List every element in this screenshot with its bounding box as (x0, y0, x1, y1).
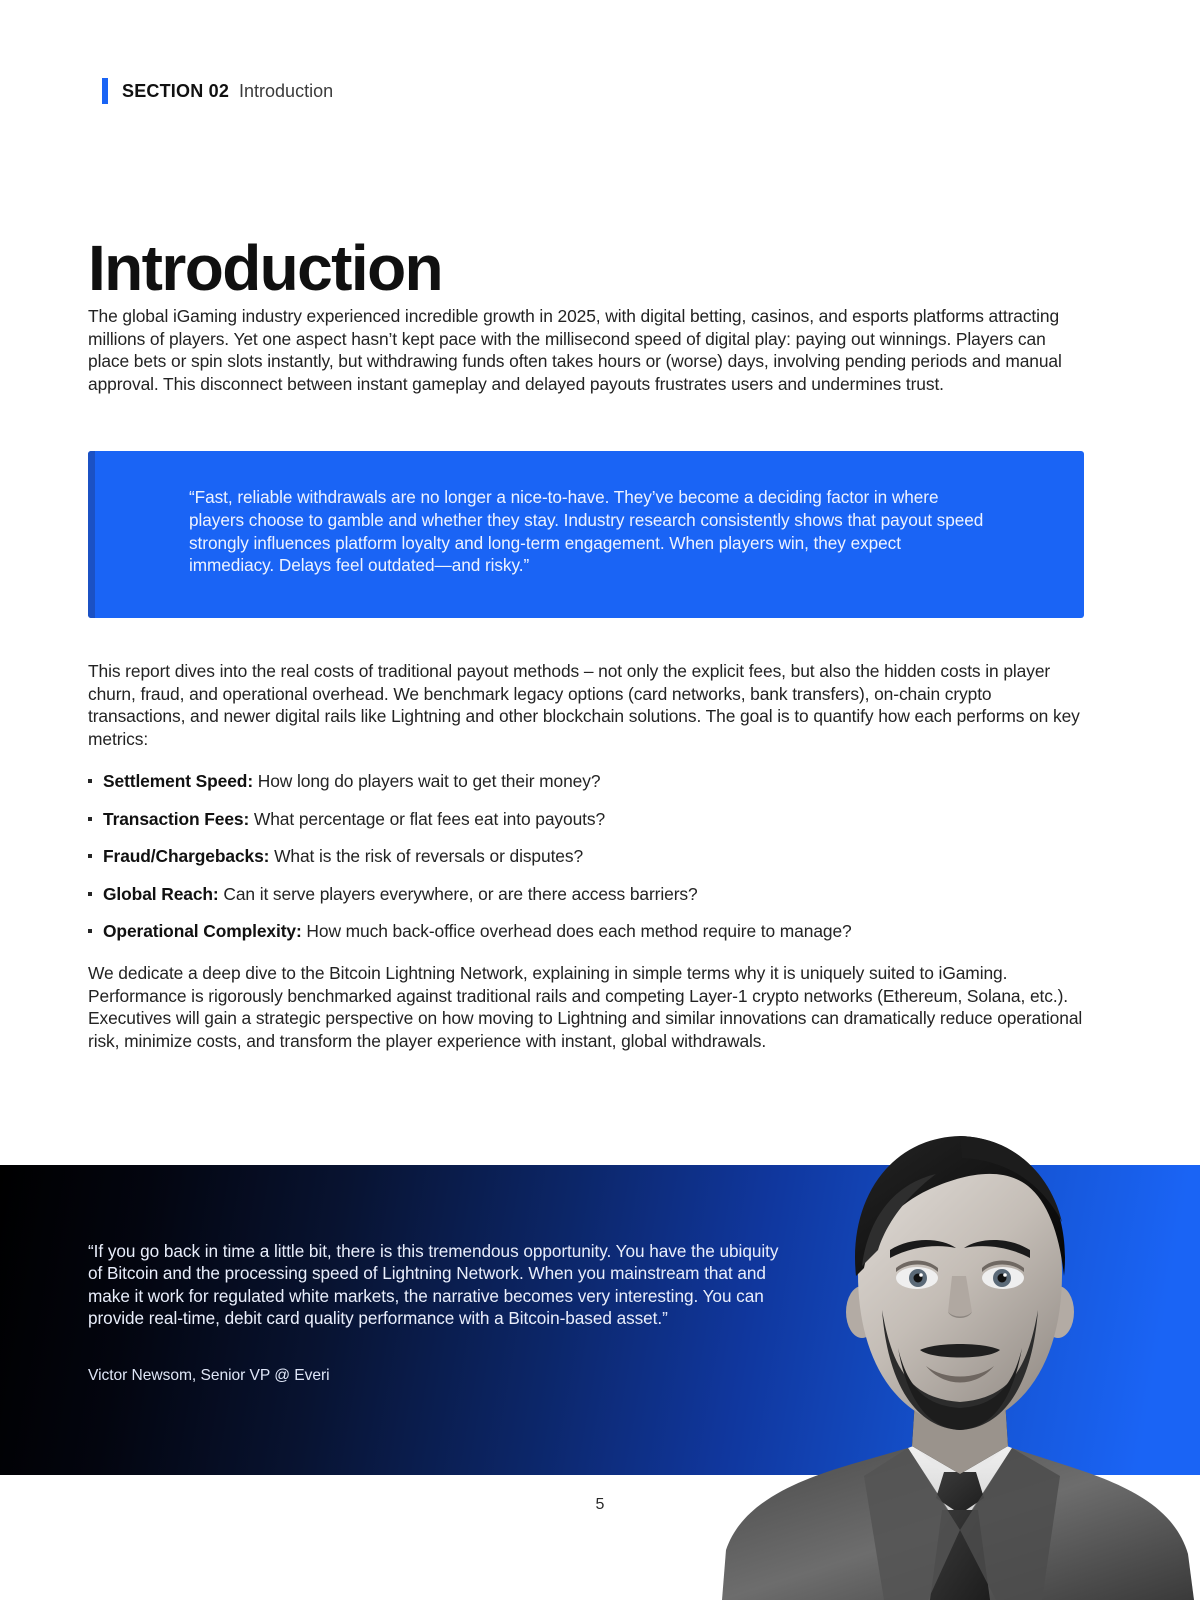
list-item-label: Fraud/Chargebacks: (103, 846, 270, 866)
list-item-text (103, 770, 600, 792)
list-item-description: How long do players wait to get their money? (253, 771, 601, 791)
section-header (102, 78, 333, 104)
list-item-text (103, 845, 583, 867)
list-item-label: Settlement Speed: (103, 771, 254, 791)
report-scope-paragraph: This report dives into the real costs of traditional payout methods – not only the explicit fees, but also the hidden costs in player churn, fraud, and operational overhead. We benchmark legacy options (card networks, bank transfers), on-chain crypto transactions, and newer digital rails like Lightning and other blockchain solutions. The goal is to quantify how each performs on key metrics: (88, 661, 1080, 749)
testimonial-quote: “If you go back in time a little bit, there is this tremendous opportunity. You have the ubiquity of Bitcoin and the processing speed of Lightning Network. When you mainstream that and make it work for regulated white markets, the narrative becomes very interesting. You can provide real-time, debit card quality performance with a Bitcoin-based asset.” (88, 1241, 779, 1329)
list-item (88, 845, 1088, 867)
closing-paragraph: We dedicate a deep dive to the Bitcoin Lightning Network, explaining in simple terms why it is uniquely suited to iGaming. Performance is rigorously benchmarked against traditional rails and competing Layer-1 crypto networks (Ethereum, Solana, etc.). Executives will gain a strategic perspective on how moving to Lightning and similar innovations can dramatically reduce operational risk, minimize costs, and transform the player experience with instant, global withdrawals. (88, 963, 1083, 1051)
list-item-description: What percentage or flat fees eat into payouts? (249, 808, 606, 829)
section-subtitle: Introduction (239, 80, 334, 101)
list-item-label: Transaction Fees: (103, 808, 250, 829)
list-item (88, 883, 1088, 905)
testimonial-attribution: Victor Newsom, Senior VP @ Everi (88, 1367, 330, 1384)
list-item (88, 920, 1088, 942)
list-item-description: What is the risk of reversals or disputes? (269, 846, 584, 866)
bullet-square-icon (88, 929, 92, 933)
quote-callout (88, 451, 1084, 618)
list-item-label: Global Reach: (103, 883, 219, 904)
list-item (88, 808, 1088, 830)
list-item (88, 770, 1088, 792)
section-accent-bar (102, 78, 108, 104)
bullet-square-icon (88, 817, 92, 821)
callout-quote-text: “Fast, reliable withdrawals are no longer a nice-to-have. They’ve become a deciding factor in where players choose to gamble and whether they stay. Industry research consistently shows that payout speed strongly influences platform loyalty and long-term engagement. When players win, they expect immediacy. Delays feel outdated—and risky.” (189, 487, 984, 576)
section-kicker: SECTION 02 (122, 80, 230, 101)
intro-block (88, 305, 1084, 395)
list-item-text (103, 808, 605, 830)
metrics-list (88, 770, 1088, 958)
list-item-label: Operational Complexity: (103, 921, 302, 941)
report-scope-block (88, 660, 1088, 750)
intro-paragraph: The global iGaming industry experienced incredible growth in 2025, with digital betting, casinos, and esports platforms attracting millions of players. Yet one aspect hasn’t kept pace with the millisecond speed of digital play: paying out winnings. Players can place bets or spin slots instantly, but withdrawing funds often takes hours or (worse) days, involving pending periods and manual approval. This disconnect between instant gameplay and delayed payouts frustrates users and undermines trust. (88, 306, 1062, 394)
list-item-description: Can it serve players everywhere, or are there access barriers? (218, 883, 698, 904)
list-item-text (103, 920, 852, 942)
closing-block (88, 962, 1088, 1052)
bullet-square-icon (88, 854, 92, 858)
bullet-square-icon (88, 779, 92, 783)
page-title: Introduction (88, 231, 443, 304)
callout-accent-bar (88, 451, 95, 618)
list-item-description: How much back-office overhead does each method require to manage? (301, 921, 852, 941)
bullet-square-icon (88, 892, 92, 896)
page-number: 5 (595, 1496, 605, 1513)
list-item-text (103, 883, 698, 905)
